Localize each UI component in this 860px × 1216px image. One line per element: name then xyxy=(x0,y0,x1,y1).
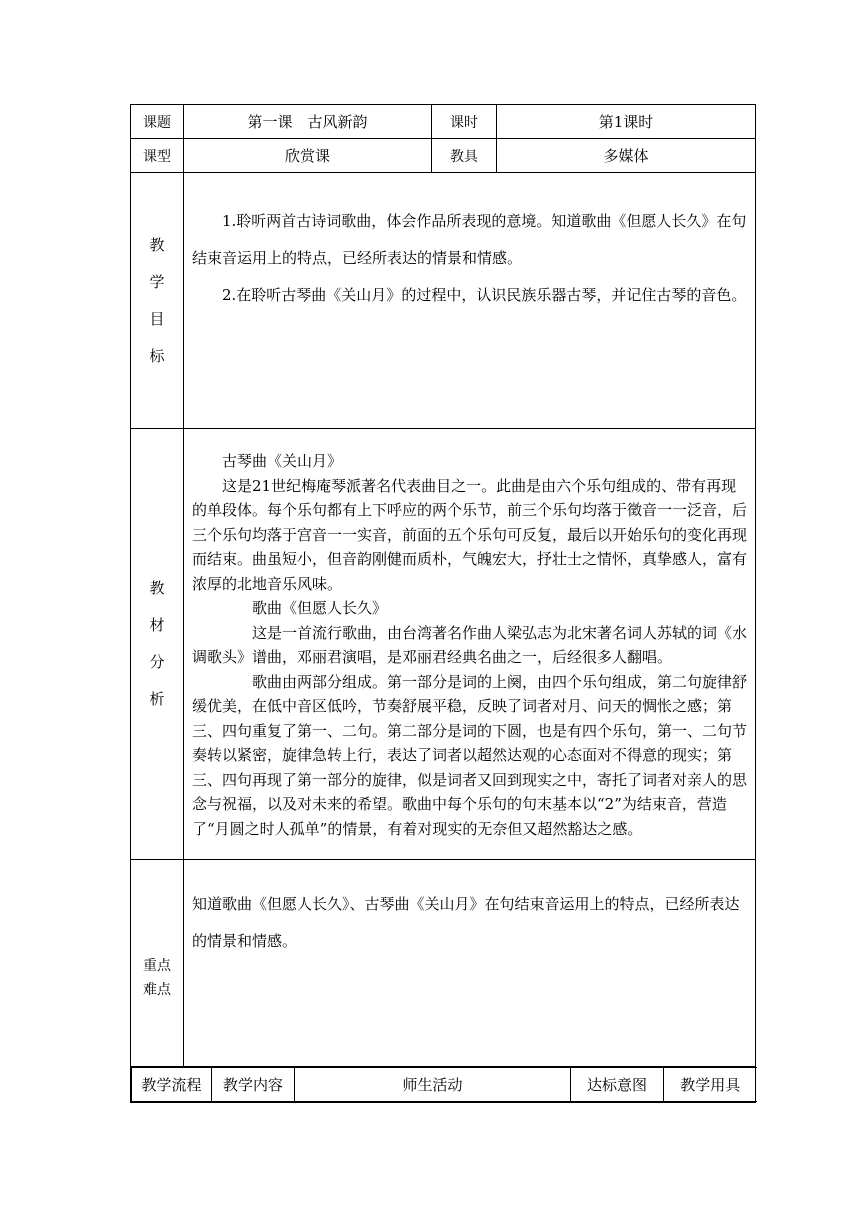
material-row xyxy=(131,429,756,860)
process-header-row xyxy=(131,1067,756,1103)
type-value: 欣赏课 xyxy=(184,139,432,173)
subject-value: 第一课 古风新韵 xyxy=(184,105,432,139)
goals-row xyxy=(131,173,756,429)
lesson-plan-table xyxy=(130,104,756,1103)
guqin-description: 这是21世纪梅庵琴派著名代表曲目之一。此曲是由六个乐句组成的、带有再现的单段体。每个乐句都有上下呼应的两个乐节，前三个乐句均落于徵音一一泛音，后三个乐句均落于宫音一一实音，前面的五个乐句可反复，最后以开始乐句的变化再现而结束。曲虽短小，但音韵刚健而质朴，气魄宏大，抒壮士之情怀，真挚感人，富有浓厚的北地音乐风味。 xyxy=(192,476,748,593)
hours-value: 第1课时 xyxy=(497,105,756,139)
difficulty-label-line: 重点 xyxy=(143,958,171,974)
process-col-intent: 达标意图 xyxy=(571,1068,664,1102)
difficulty-label xyxy=(131,860,184,1067)
process-header-table xyxy=(131,1067,757,1102)
song-description-1: 这是一首流行歌曲，由台湾著名作曲人梁弘志为北宋著名词人苏轼的词《水调歌头》谱曲，邓丽君演唱，是邓丽君经典名曲之一，后经很多人翻唱。 xyxy=(192,623,748,666)
goal-paragraph-2: 2.在聆听古琴曲《关山月》的过程中，认识民族乐器古琴，并记住古琴的音色。 xyxy=(222,286,747,304)
process-col-flow: 教学流程 xyxy=(132,1068,212,1102)
header-row-2 xyxy=(131,139,756,173)
song-title: 歌曲《但愿人长久》 xyxy=(252,599,388,617)
song-description-2: 歌曲由两部分组成。第一部分是词的上阕，由四个乐句组成，第二句旋律舒缓优美，在低中音区低吟，节奏舒展平稳，反映了词者对月、问天的惆怅之感；第三、四句重复了第一、二句。第二部分是词的下圆，也是有四个乐句，第一、二句节奏转以紧密，旋律急转上行，表达了词者以超然达观的心态面对不得意的现实；第三、四句再现了第一部分的旋律，似是词者又回到现实之中，寄托了词者对亲人的思念与祝福，以及对未来的希望。歌曲中每个乐句的句末基本以“2”为结束音，营造了“月圆之时人孤单”的情景，有着对现实的无奈但又超然豁达之感。 xyxy=(192,672,748,838)
material-label-char: 教 xyxy=(149,579,165,597)
goal-paragraph-1: 1.聆听两首古诗词歌曲，体会作品所表现的意境。知道歌曲《但愿人长久》在句结束音运用上的特点，已经所表达的情景和情感。 xyxy=(192,212,747,267)
material-content xyxy=(184,429,756,860)
goals-label-char: 标 xyxy=(149,346,165,365)
goals-label-char: 目 xyxy=(149,309,165,328)
goals-label-char: 教 xyxy=(149,235,165,254)
type-label: 课型 xyxy=(131,139,184,173)
difficulty-row xyxy=(131,860,756,1067)
guqin-title: 古琴曲《关山月》 xyxy=(222,452,343,470)
tools-value: 多媒体 xyxy=(497,139,756,173)
goals-label xyxy=(131,173,184,429)
material-label-char: 分 xyxy=(149,653,165,671)
process-col-activity: 师生活动 xyxy=(295,1068,571,1102)
subject-label: 课题 xyxy=(131,105,184,139)
process-col-content: 教学内容 xyxy=(212,1068,295,1102)
difficulty-content: 知道歌曲《但愿人长久》、古琴曲《关山月》在句结束音运用上的特点，已经所表达的情景和情感。 xyxy=(184,860,756,1067)
material-label-char: 材 xyxy=(149,616,165,634)
hours-label: 课时 xyxy=(432,105,497,139)
goals-label-char: 学 xyxy=(149,272,165,291)
material-label-char: 析 xyxy=(149,690,165,708)
tools-label: 教具 xyxy=(432,139,497,173)
goals-content xyxy=(184,173,756,429)
material-label xyxy=(131,429,184,860)
process-col-tools: 教学用具 xyxy=(664,1068,757,1102)
process-header-cell xyxy=(131,1067,756,1103)
difficulty-label-line: 难点 xyxy=(143,982,171,998)
header-row-1 xyxy=(131,105,756,139)
